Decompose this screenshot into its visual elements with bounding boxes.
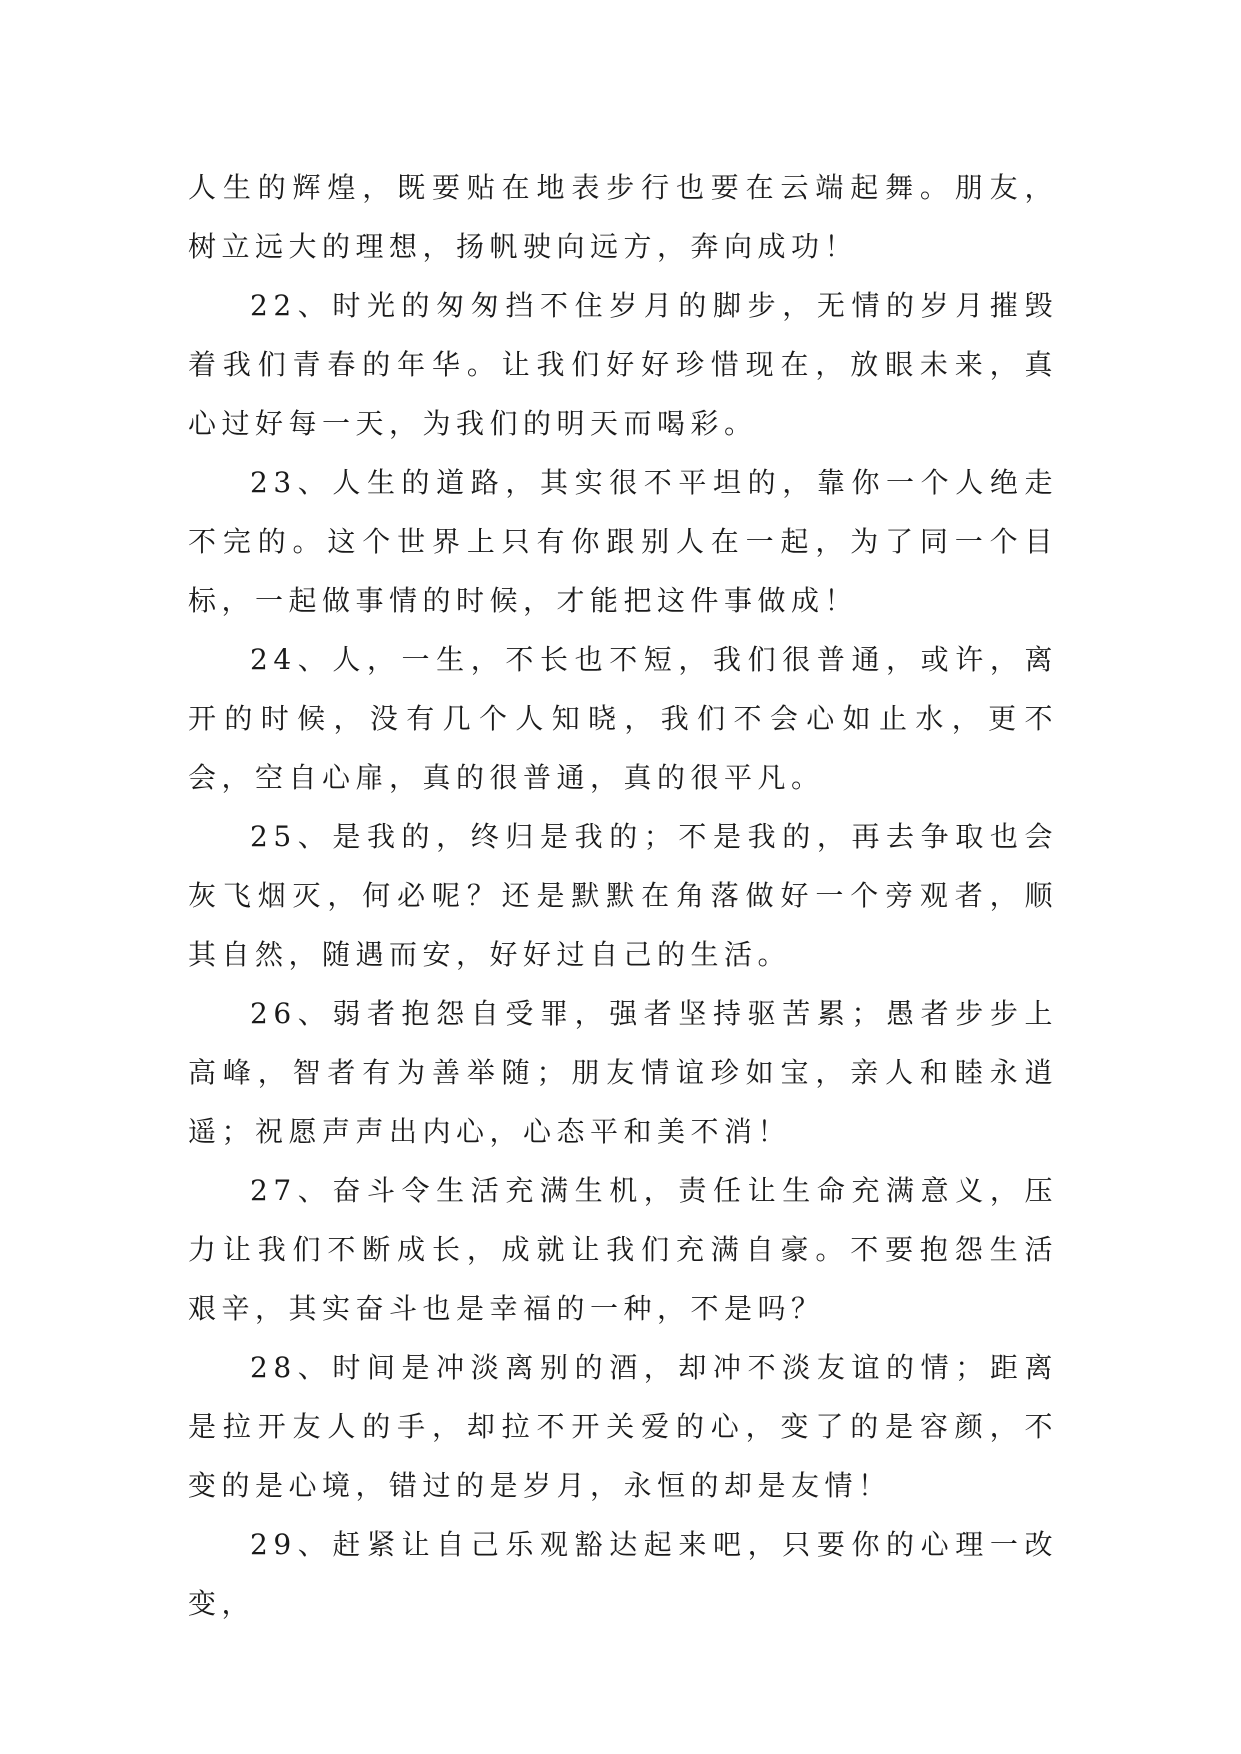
paragraph-27: 27、奋斗令生活充满生机，责任让生命充满意义，压力让我们不断成长，成就让我们充满自豪。不要抱怨生活艰辛，其实奋斗也是幸福的一种，不是吗？ (188, 1174, 1058, 1325)
paragraph-24: 24、人，一生，不长也不短，我们很普通，或许，离开的时候，没有几个人知晓，我们不会心如止水，更不会，空自心扉，真的很普通，真的很平凡。 (188, 643, 1058, 794)
paragraph-28: 28、时间是冲淡离别的酒，却冲不淡友谊的情；距离是拉开友人的手，却拉不开关爱的心，变了的是容颜，不变的是心境，错过的是岁月，永恒的却是友情！ (188, 1351, 1058, 1502)
paragraph-22: 22、时光的匆匆挡不住岁月的脚步，无情的岁月摧毁着我们青春的年华。让我们好好珍惜现在，放眼未来，真心过好每一天，为我们的明天而喝彩。 (188, 289, 1058, 440)
paragraph-continuation: 人生的辉煌，既要贴在地表步行也要在云端起舞。朋友，树立远大的理想，扬帆驶向远方，奔向成功！ (188, 171, 1058, 263)
paragraph-29: 29、赶紧让自己乐观豁达起来吧，只要你的心理一改变， (188, 1528, 1058, 1620)
document-body (188, 158, 1058, 1633)
paragraph-23: 23、人生的道路，其实很不平坦的，靠你一个人绝走不完的。这个世界上只有你跟别人在一起，为了同一个目标，一起做事情的时候，才能把这件事做成！ (188, 466, 1058, 617)
paragraph-25: 25、是我的，终归是我的；不是我的，再去争取也会灰飞烟灭，何必呢？还是默默在角落做好一个旁观者，顺其自然，随遇而安，好好过自己的生活。 (188, 820, 1058, 971)
paragraph-26: 26、弱者抱怨自受罪，强者坚持驱苦累；愚者步步上高峰，智者有为善举随；朋友情谊珍如宝，亲人和睦永逍遥；祝愿声声出内心，心态平和美不消！ (188, 997, 1058, 1148)
